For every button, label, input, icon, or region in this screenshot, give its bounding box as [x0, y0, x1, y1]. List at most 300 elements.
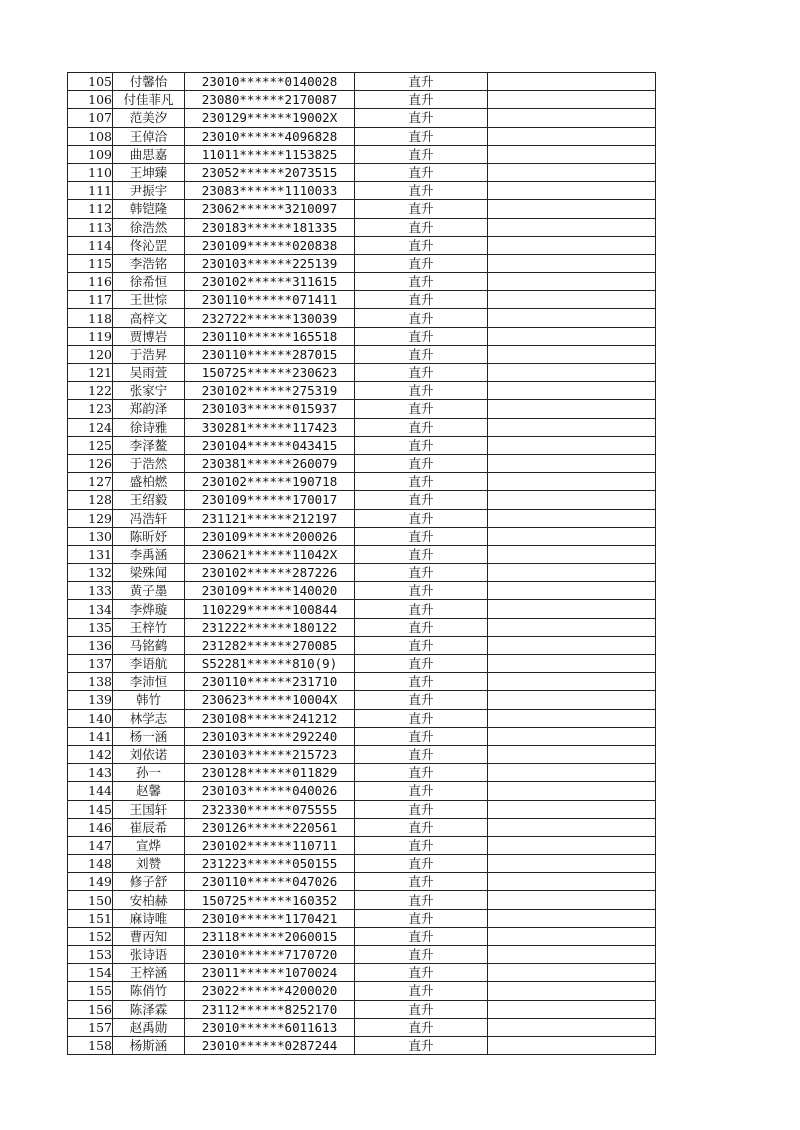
- student-name-cell: 张家宁: [113, 382, 185, 400]
- admission-type-cell: 直升: [355, 73, 488, 91]
- remarks-cell: [488, 545, 656, 563]
- admission-type-cell: 直升: [355, 182, 488, 200]
- table-row: [68, 345, 656, 363]
- admission-type-cell: 直升: [355, 163, 488, 181]
- row-number-cell: 128: [68, 491, 113, 509]
- id-number-cell: 150725******230623: [185, 364, 355, 382]
- id-number-cell: 231223******050155: [185, 855, 355, 873]
- remarks-cell: [488, 382, 656, 400]
- table-row: [68, 73, 656, 91]
- remarks-cell: [488, 873, 656, 891]
- id-number-cell: 230102******190718: [185, 473, 355, 491]
- row-number-cell: 122: [68, 382, 113, 400]
- id-number-cell: 230110******071411: [185, 291, 355, 309]
- student-name-cell: 高梓文: [113, 309, 185, 327]
- remarks-cell: [488, 345, 656, 363]
- id-number-cell: 23010******1170421: [185, 909, 355, 927]
- admission-type-cell: 直升: [355, 964, 488, 982]
- id-number-cell: S52281******810(9): [185, 655, 355, 673]
- admission-type-cell: 直升: [355, 454, 488, 472]
- admission-type-cell: 直升: [355, 982, 488, 1000]
- remarks-cell: [488, 236, 656, 254]
- student-name-cell: 张诗语: [113, 946, 185, 964]
- row-number-cell: 150: [68, 891, 113, 909]
- table-row: [68, 600, 656, 618]
- id-number-cell: 230103******225139: [185, 254, 355, 272]
- admission-type-cell: 直升: [355, 382, 488, 400]
- id-number-cell: 23010******4096828: [185, 127, 355, 145]
- id-number-cell: 23022******4200020: [185, 982, 355, 1000]
- table-row: [68, 254, 656, 272]
- table-row: [68, 691, 656, 709]
- admission-type-cell: 直升: [355, 1018, 488, 1036]
- row-number-cell: 107: [68, 109, 113, 127]
- student-name-cell: 李浩铭: [113, 254, 185, 272]
- student-name-cell: 李语航: [113, 655, 185, 673]
- id-number-cell: 230102******110711: [185, 836, 355, 854]
- id-number-cell: 150725******160352: [185, 891, 355, 909]
- student-name-cell: 王梓涵: [113, 964, 185, 982]
- table-row: [68, 273, 656, 291]
- table-row: [68, 782, 656, 800]
- remarks-cell: [488, 254, 656, 272]
- table-row: [68, 454, 656, 472]
- id-number-cell: 230102******287226: [185, 564, 355, 582]
- student-name-cell: 王坤臻: [113, 163, 185, 181]
- row-number-cell: 142: [68, 745, 113, 763]
- id-number-cell: 110229******100844: [185, 600, 355, 618]
- admission-type-cell: 直升: [355, 345, 488, 363]
- table-row: [68, 946, 656, 964]
- table-row: [68, 491, 656, 509]
- id-number-cell: 230381******260079: [185, 454, 355, 472]
- table-row: [68, 709, 656, 727]
- row-number-cell: 134: [68, 600, 113, 618]
- remarks-cell: [488, 218, 656, 236]
- remarks-cell: [488, 418, 656, 436]
- remarks-cell: [488, 855, 656, 873]
- table-row: [68, 182, 656, 200]
- row-number-cell: 121: [68, 364, 113, 382]
- id-number-cell: 230103******015937: [185, 400, 355, 418]
- remarks-cell: [488, 582, 656, 600]
- table-row: [68, 564, 656, 582]
- id-number-cell: 23010******7170720: [185, 946, 355, 964]
- admission-type-cell: 直升: [355, 727, 488, 745]
- admission-type-cell: 直升: [355, 709, 488, 727]
- admission-type-cell: 直升: [355, 800, 488, 818]
- table-row: [68, 891, 656, 909]
- row-number-cell: 129: [68, 509, 113, 527]
- remarks-cell: [488, 473, 656, 491]
- table-row: [68, 764, 656, 782]
- table-row: [68, 200, 656, 218]
- student-name-cell: 尹振宇: [113, 182, 185, 200]
- id-number-cell: 230102******275319: [185, 382, 355, 400]
- student-name-cell: 盛柏燃: [113, 473, 185, 491]
- row-number-cell: 126: [68, 454, 113, 472]
- admission-type-cell: 直升: [355, 618, 488, 636]
- row-number-cell: 151: [68, 909, 113, 927]
- student-name-cell: 付馨怡: [113, 73, 185, 91]
- table-row: [68, 745, 656, 763]
- row-number-cell: 105: [68, 73, 113, 91]
- admission-type-cell: 直升: [355, 418, 488, 436]
- row-number-cell: 132: [68, 564, 113, 582]
- remarks-cell: [488, 509, 656, 527]
- row-number-cell: 127: [68, 473, 113, 491]
- id-number-cell: 23112******8252170: [185, 1000, 355, 1018]
- row-number-cell: 143: [68, 764, 113, 782]
- remarks-cell: [488, 273, 656, 291]
- admission-type-cell: 直升: [355, 509, 488, 527]
- admission-type-cell: 直升: [355, 145, 488, 163]
- table-row: [68, 436, 656, 454]
- remarks-cell: [488, 527, 656, 545]
- student-name-cell: 李沛恒: [113, 673, 185, 691]
- id-number-cell: 23118******2060015: [185, 927, 355, 945]
- row-number-cell: 158: [68, 1036, 113, 1054]
- remarks-cell: [488, 73, 656, 91]
- admission-type-cell: 直升: [355, 782, 488, 800]
- id-number-cell: 231121******212197: [185, 509, 355, 527]
- student-name-cell: 李泽鳌: [113, 436, 185, 454]
- id-number-cell: 23010******0140028: [185, 73, 355, 91]
- student-name-cell: 曲思嘉: [113, 145, 185, 163]
- id-number-cell: 232722******130039: [185, 309, 355, 327]
- admission-type-cell: 直升: [355, 673, 488, 691]
- table-row: [68, 291, 656, 309]
- remarks-cell: [488, 727, 656, 745]
- student-name-cell: 王国轩: [113, 800, 185, 818]
- student-name-cell: 曹丙知: [113, 927, 185, 945]
- table-row: [68, 873, 656, 891]
- table-row: [68, 909, 656, 927]
- row-number-cell: 117: [68, 291, 113, 309]
- id-number-cell: 230103******040026: [185, 782, 355, 800]
- id-number-cell: 230110******231710: [185, 673, 355, 691]
- remarks-cell: [488, 491, 656, 509]
- remarks-cell: [488, 1036, 656, 1054]
- table-row: [68, 400, 656, 418]
- row-number-cell: 106: [68, 91, 113, 109]
- student-name-cell: 杨一涵: [113, 727, 185, 745]
- row-number-cell: 138: [68, 673, 113, 691]
- id-number-cell: 230110******165518: [185, 327, 355, 345]
- remarks-cell: [488, 782, 656, 800]
- row-number-cell: 108: [68, 127, 113, 145]
- remarks-cell: [488, 127, 656, 145]
- admission-type-cell: 直升: [355, 1000, 488, 1018]
- row-number-cell: 116: [68, 273, 113, 291]
- row-number-cell: 115: [68, 254, 113, 272]
- row-number-cell: 137: [68, 655, 113, 673]
- admission-type-cell: 直升: [355, 91, 488, 109]
- id-number-cell: 230109******200026: [185, 527, 355, 545]
- admission-type-cell: 直升: [355, 364, 488, 382]
- student-name-cell: 韩竹: [113, 691, 185, 709]
- admission-type-cell: 直升: [355, 946, 488, 964]
- admission-type-cell: 直升: [355, 818, 488, 836]
- admission-type-cell: 直升: [355, 491, 488, 509]
- table-row: [68, 364, 656, 382]
- student-name-cell: 王倬洽: [113, 127, 185, 145]
- id-number-cell: 230109******020838: [185, 236, 355, 254]
- remarks-cell: [488, 982, 656, 1000]
- table-row: [68, 1000, 656, 1018]
- row-number-cell: 109: [68, 145, 113, 163]
- student-name-cell: 麻诗唯: [113, 909, 185, 927]
- table-row: [68, 545, 656, 563]
- remarks-cell: [488, 291, 656, 309]
- admission-type-cell: 直升: [355, 927, 488, 945]
- row-number-cell: 131: [68, 545, 113, 563]
- student-name-cell: 郑韵泽: [113, 400, 185, 418]
- table-row: [68, 127, 656, 145]
- student-name-cell: 贾博岩: [113, 327, 185, 345]
- student-name-cell: 王梓竹: [113, 618, 185, 636]
- student-name-cell: 梁殊闻: [113, 564, 185, 582]
- admission-type-cell: 直升: [355, 891, 488, 909]
- table-row: [68, 818, 656, 836]
- remarks-cell: [488, 182, 656, 200]
- remarks-cell: [488, 946, 656, 964]
- remarks-cell: [488, 618, 656, 636]
- id-number-cell: 230110******287015: [185, 345, 355, 363]
- student-name-cell: 徐诗雅: [113, 418, 185, 436]
- admission-type-cell: 直升: [355, 200, 488, 218]
- id-number-cell: 230126******220561: [185, 818, 355, 836]
- table-row: [68, 418, 656, 436]
- row-number-cell: 147: [68, 836, 113, 854]
- remarks-cell: [488, 200, 656, 218]
- id-number-cell: 230108******241212: [185, 709, 355, 727]
- student-name-cell: 马铭鹤: [113, 636, 185, 654]
- student-name-cell: 韩铠隆: [113, 200, 185, 218]
- row-number-cell: 153: [68, 946, 113, 964]
- table-row: [68, 327, 656, 345]
- table-row: [68, 636, 656, 654]
- remarks-cell: [488, 927, 656, 945]
- table-row: [68, 727, 656, 745]
- id-number-cell: 230621******11042X: [185, 545, 355, 563]
- row-number-cell: 119: [68, 327, 113, 345]
- row-number-cell: 133: [68, 582, 113, 600]
- table-row: [68, 836, 656, 854]
- id-number-cell: 230109******170017: [185, 491, 355, 509]
- row-number-cell: 145: [68, 800, 113, 818]
- student-name-cell: 于浩昇: [113, 345, 185, 363]
- admission-type-cell: 直升: [355, 527, 488, 545]
- id-number-cell: 23052******2073515: [185, 163, 355, 181]
- student-name-cell: 杨斯涵: [113, 1036, 185, 1054]
- row-number-cell: 154: [68, 964, 113, 982]
- table-row: [68, 982, 656, 1000]
- table-row: [68, 163, 656, 181]
- admission-type-cell: 直升: [355, 291, 488, 309]
- admission-type-cell: 直升: [355, 564, 488, 582]
- student-name-cell: 黄子墨: [113, 582, 185, 600]
- id-number-cell: 230183******181335: [185, 218, 355, 236]
- row-number-cell: 157: [68, 1018, 113, 1036]
- table-row: [68, 855, 656, 873]
- admission-type-cell: 直升: [355, 545, 488, 563]
- remarks-cell: [488, 655, 656, 673]
- remarks-cell: [488, 564, 656, 582]
- student-name-cell: 崔辰希: [113, 818, 185, 836]
- id-number-cell: 230129******19002X: [185, 109, 355, 127]
- remarks-cell: [488, 109, 656, 127]
- remarks-cell: [488, 364, 656, 382]
- student-name-cell: 于浩然: [113, 454, 185, 472]
- student-name-cell: 吴雨萱: [113, 364, 185, 382]
- student-name-cell: 刘赞: [113, 855, 185, 873]
- remarks-cell: [488, 600, 656, 618]
- table-row: [68, 109, 656, 127]
- student-name-cell: 徐浩然: [113, 218, 185, 236]
- row-number-cell: 144: [68, 782, 113, 800]
- row-number-cell: 130: [68, 527, 113, 545]
- remarks-cell: [488, 145, 656, 163]
- table-row: [68, 964, 656, 982]
- row-number-cell: 124: [68, 418, 113, 436]
- student-name-cell: 李禹涵: [113, 545, 185, 563]
- id-number-cell: 23080******2170087: [185, 91, 355, 109]
- admission-type-cell: 直升: [355, 873, 488, 891]
- student-name-cell: 修子舒: [113, 873, 185, 891]
- row-number-cell: 141: [68, 727, 113, 745]
- remarks-cell: [488, 636, 656, 654]
- table-row: [68, 673, 656, 691]
- admission-type-cell: 直升: [355, 1036, 488, 1054]
- remarks-cell: [488, 327, 656, 345]
- table-row: [68, 382, 656, 400]
- remarks-cell: [488, 836, 656, 854]
- row-number-cell: 148: [68, 855, 113, 873]
- row-number-cell: 110: [68, 163, 113, 181]
- table-row: [68, 527, 656, 545]
- remarks-cell: [488, 964, 656, 982]
- admission-type-cell: 直升: [355, 127, 488, 145]
- admission-type-cell: 直升: [355, 473, 488, 491]
- student-name-cell: 安柏赫: [113, 891, 185, 909]
- roster-body: [68, 73, 656, 1055]
- remarks-cell: [488, 891, 656, 909]
- row-number-cell: 123: [68, 400, 113, 418]
- remarks-cell: [488, 454, 656, 472]
- remarks-cell: [488, 909, 656, 927]
- remarks-cell: [488, 764, 656, 782]
- table-row: [68, 145, 656, 163]
- row-number-cell: 149: [68, 873, 113, 891]
- student-name-cell: 赵禹勋: [113, 1018, 185, 1036]
- student-roster-table: [67, 72, 656, 1055]
- table-row: [68, 1018, 656, 1036]
- admission-type-cell: 直升: [355, 745, 488, 763]
- table-row: [68, 800, 656, 818]
- table-row: [68, 582, 656, 600]
- admission-type-cell: 直升: [355, 764, 488, 782]
- row-number-cell: 114: [68, 236, 113, 254]
- row-number-cell: 120: [68, 345, 113, 363]
- admission-type-cell: 直升: [355, 655, 488, 673]
- id-number-cell: 23010******6011613: [185, 1018, 355, 1036]
- student-name-cell: 王绍毅: [113, 491, 185, 509]
- id-number-cell: 23083******1110033: [185, 182, 355, 200]
- student-name-cell: 徐希恒: [113, 273, 185, 291]
- row-number-cell: 125: [68, 436, 113, 454]
- id-number-cell: 23062******3210097: [185, 200, 355, 218]
- student-name-cell: 陈昕妤: [113, 527, 185, 545]
- row-number-cell: 140: [68, 709, 113, 727]
- remarks-cell: [488, 818, 656, 836]
- remarks-cell: [488, 163, 656, 181]
- student-name-cell: 陈俏竹: [113, 982, 185, 1000]
- id-number-cell: 230102******311615: [185, 273, 355, 291]
- remarks-cell: [488, 91, 656, 109]
- id-number-cell: 11011******1153825: [185, 145, 355, 163]
- student-name-cell: 佟沁罡: [113, 236, 185, 254]
- id-number-cell: 232330******075555: [185, 800, 355, 818]
- admission-type-cell: 直升: [355, 400, 488, 418]
- admission-type-cell: 直升: [355, 855, 488, 873]
- row-number-cell: 146: [68, 818, 113, 836]
- admission-type-cell: 直升: [355, 582, 488, 600]
- table-row: [68, 309, 656, 327]
- admission-type-cell: 直升: [355, 309, 488, 327]
- table-row: [68, 509, 656, 527]
- admission-type-cell: 直升: [355, 600, 488, 618]
- id-number-cell: 231282******270085: [185, 636, 355, 654]
- remarks-cell: [488, 745, 656, 763]
- row-number-cell: 139: [68, 691, 113, 709]
- id-number-cell: 23010******0287244: [185, 1036, 355, 1054]
- table-row: [68, 618, 656, 636]
- table-row: [68, 91, 656, 109]
- row-number-cell: 111: [68, 182, 113, 200]
- table-row: [68, 218, 656, 236]
- student-name-cell: 付佳菲凡: [113, 91, 185, 109]
- student-name-cell: 范美汐: [113, 109, 185, 127]
- remarks-cell: [488, 436, 656, 454]
- admission-type-cell: 直升: [355, 236, 488, 254]
- remarks-cell: [488, 800, 656, 818]
- id-number-cell: 230103******215723: [185, 745, 355, 763]
- remarks-cell: [488, 400, 656, 418]
- table-row: [68, 1036, 656, 1054]
- admission-type-cell: 直升: [355, 218, 488, 236]
- id-number-cell: 230128******011829: [185, 764, 355, 782]
- id-number-cell: 330281******117423: [185, 418, 355, 436]
- id-number-cell: 230110******047026: [185, 873, 355, 891]
- admission-type-cell: 直升: [355, 327, 488, 345]
- row-number-cell: 112: [68, 200, 113, 218]
- id-number-cell: 231222******180122: [185, 618, 355, 636]
- student-name-cell: 赵馨: [113, 782, 185, 800]
- student-name-cell: 林学志: [113, 709, 185, 727]
- remarks-cell: [488, 691, 656, 709]
- admission-type-cell: 直升: [355, 273, 488, 291]
- table-row: [68, 236, 656, 254]
- remarks-cell: [488, 1018, 656, 1036]
- remarks-cell: [488, 709, 656, 727]
- row-number-cell: 152: [68, 927, 113, 945]
- student-name-cell: 李烨璇: [113, 600, 185, 618]
- remarks-cell: [488, 673, 656, 691]
- row-number-cell: 155: [68, 982, 113, 1000]
- row-number-cell: 135: [68, 618, 113, 636]
- row-number-cell: 136: [68, 636, 113, 654]
